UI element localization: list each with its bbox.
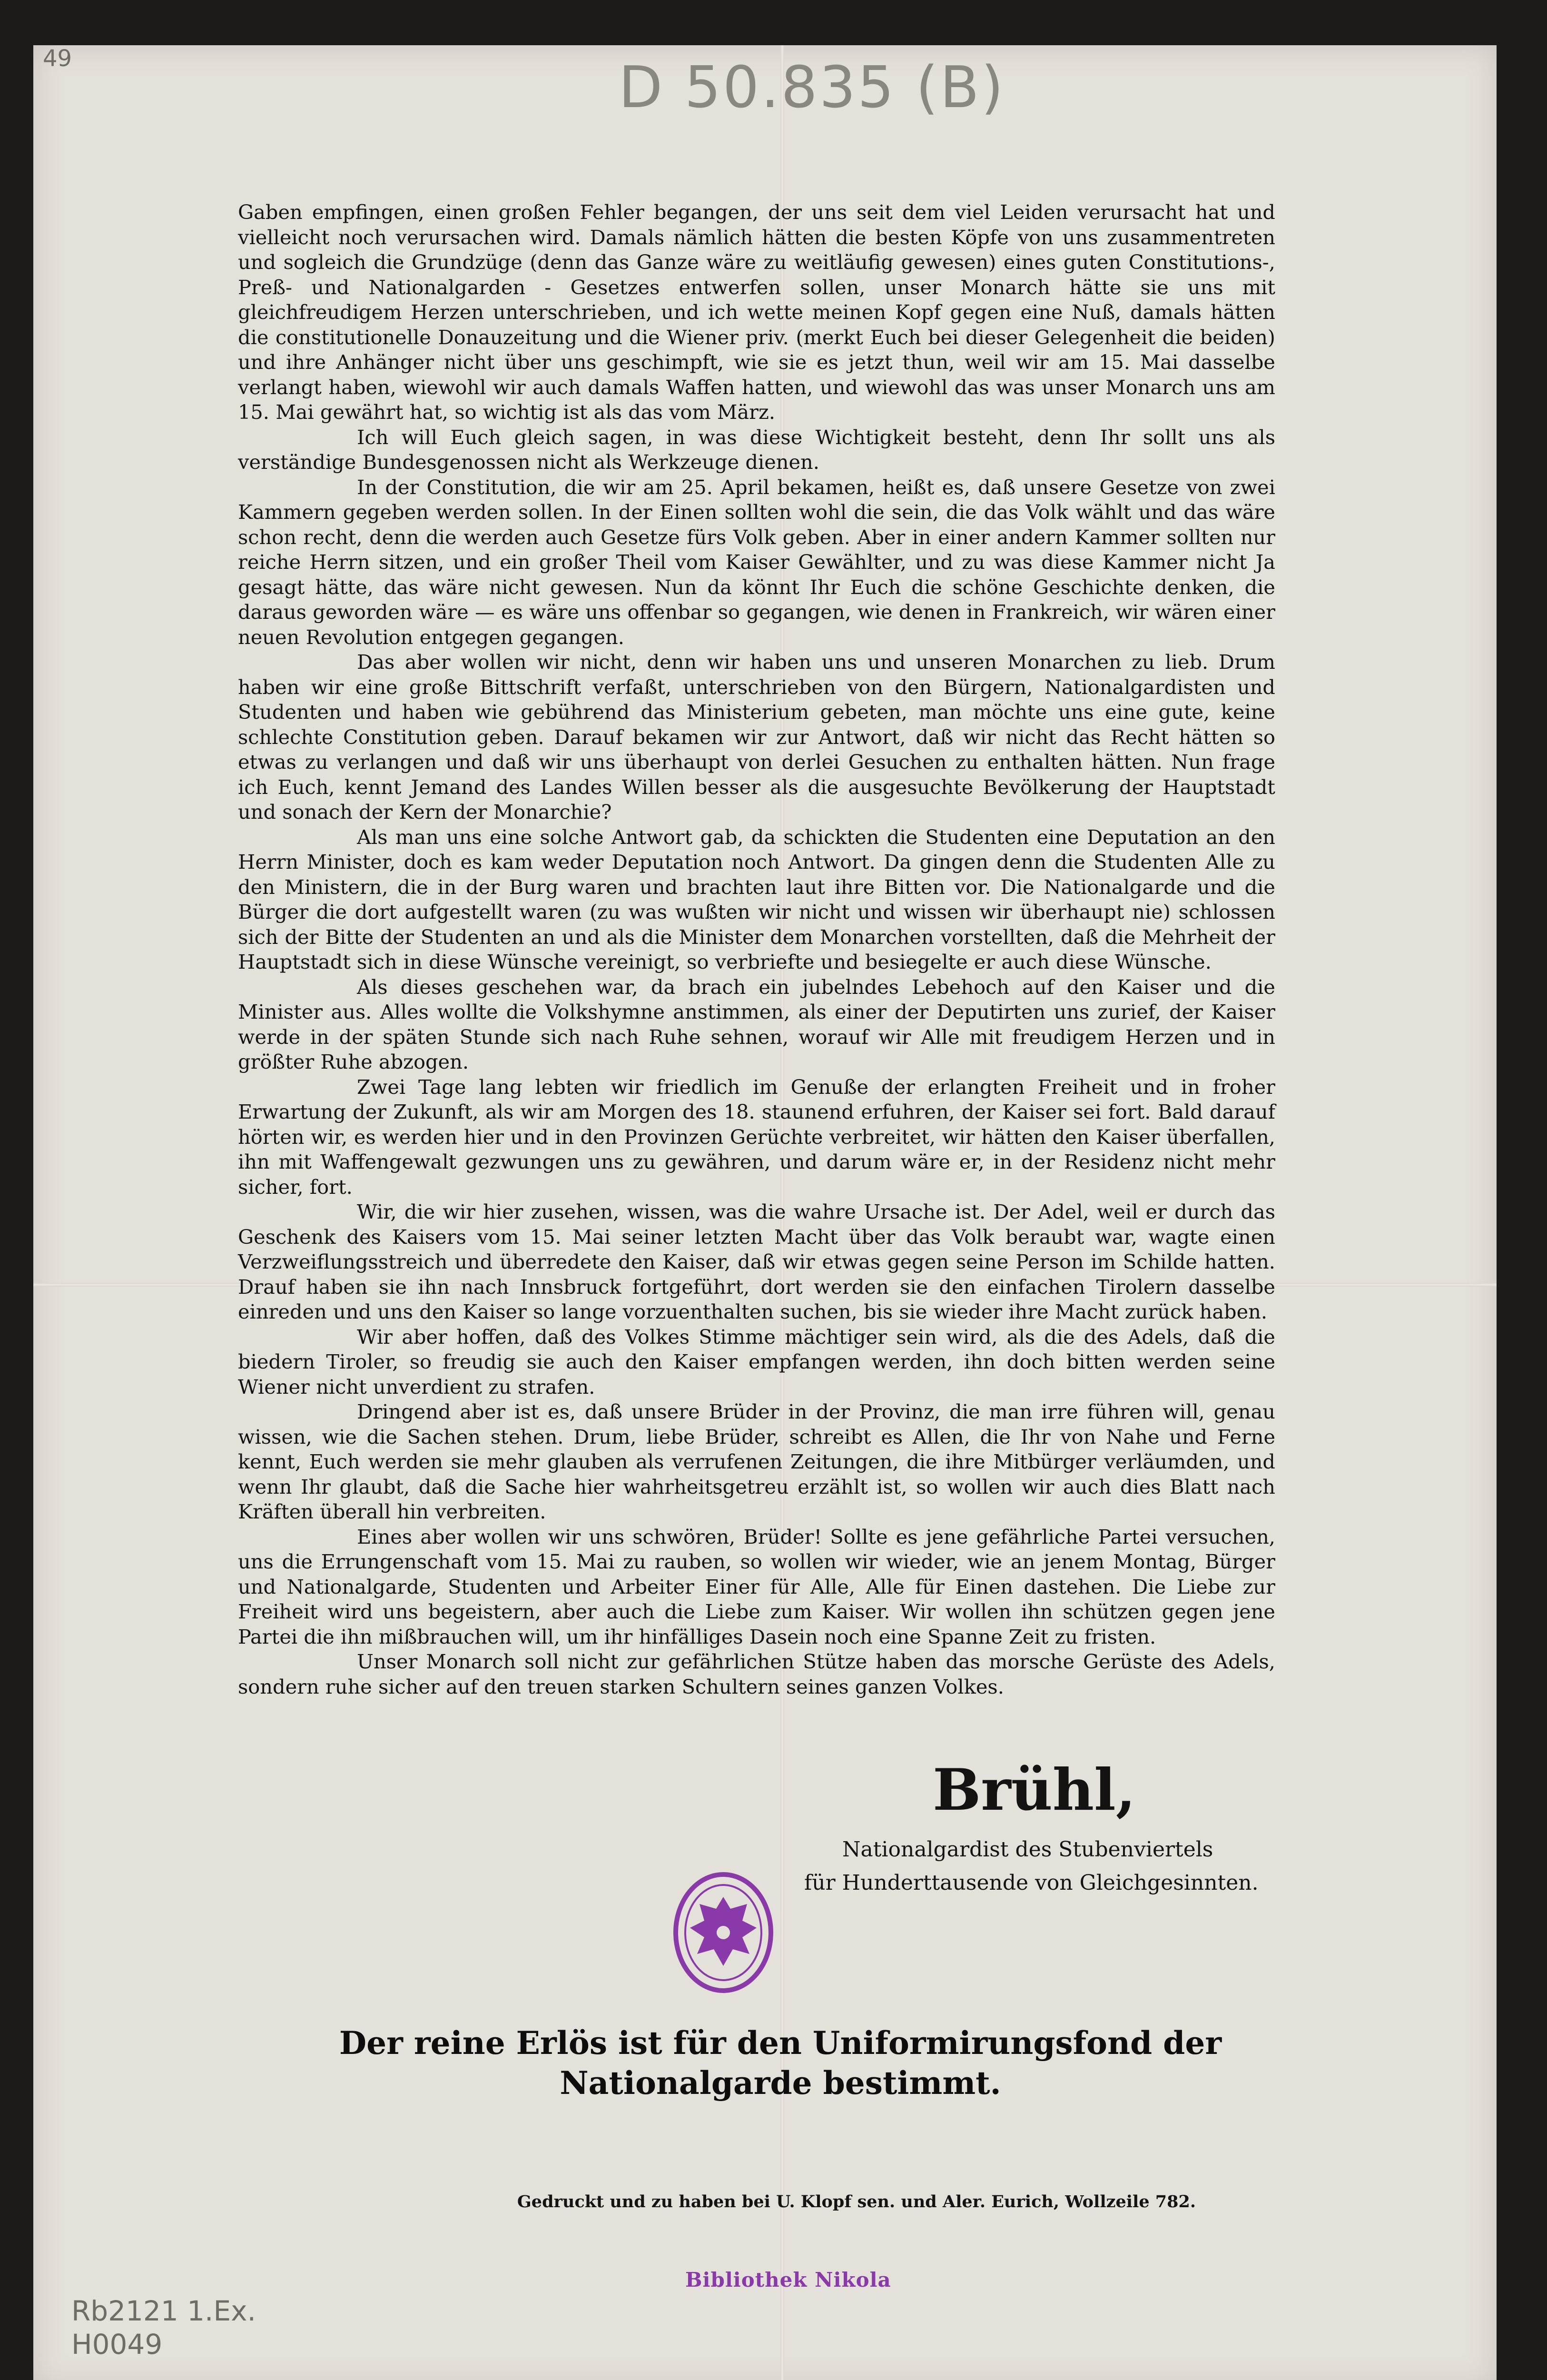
inventory-note: Rb2121 1.Ex. H0049: [71, 2295, 256, 2360]
paragraph: Unser Monarch soll nicht zur gefährlichen Stütze haben das morsche Gerüste des Adels, sondern ruhe sicher auf den treuen starken Schultern seines ganzen Volkes.: [238, 1650, 1275, 1698]
paragraph: Eines aber wollen wir uns schwören, Brüder! Sollte es jene gefährliche Partei versuchen, uns die Errungenschaft vom 15. Mai zu rauben, so wollen wir wieder, wie an jenem Montag, Bürger und Nationalgarde, Studenten und Arbeiter Einer für Alle, Alle für Einen dastehen. Die Liebe zur Freiheit wird uns begeistern, aber auch die Liebe zum Kaiser. Wir wollen ihn schützen gegen jene Partei die ihn mißbrauchen will, um ihr hinfälliges Dasein noch eine Spanne Zeit zu fristen.: [238, 1525, 1275, 1648]
paragraph: Zwei Tage lang lebten wir friedlich im Genuße der erlangten Freiheit und in froher Erwartung der Zukunft, als wir am Morgen des 18. staunend erfuhren, der Kaiser sei fort. Bald darauf hörten wir, es werden hier und in den Provinzen Gerüchte verbreitet, wir hätten den Kaiser überfallen, ihn mit Waffengewalt gezwungen uns zu gewähren, und darum wäre er, in der Residenz nicht mehr sicher, fort.: [238, 1075, 1275, 1199]
signature-name: Brühl,: [933, 1756, 1136, 1824]
paragraph: Gaben empfingen, einen großen Fehler begangen, der uns seit dem viel Leiden verursacht hat und vielleicht noch verursachen wird. Damals nämlich hätten die besten Köpfe von uns zusammentreten und sogleich die Grundzüge (denn das Ganze wäre zu weitläufig gewesen) eines guten Constitutions-, Preß- und Nationalgarden - Gesetzes entwerfen sollen, unser Monarch hätte sie uns mit gleichfreudigem Herzen unterschrieben, und ich wette meinen Kopf gegen eine Nuß, damals hätten die constitutionelle Donauzeitung und die Wiener priv. (merkt Euch bei dieser Gelegenheit die beiden) und ihre Anhänger nicht über uns geschimpft, wie sie es jetzt thun, weil wir am 15. Mai dasselbe verlangt haben, wiewohl wir auch damals Waffen hatten, und wiewohl das was unser Monarch uns am 15. Mai gewährt hat, so wichtig ist als das vom März.: [238, 200, 1275, 424]
paragraph: Das aber wollen wir nicht, denn wir haben uns und unseren Monarchen zu lieb. Drum haben wir eine große Bittschrift verfaßt, unterschrieben von den Bürgern, Nationalgardisten und Studenten und haben wie gebührend das Ministerium gebeten, man möchte uns eine gute, keine schlechte Constitution geben. Darauf bekamen wir zur Antwort, daß wir nicht das Recht hätten so etwas zu verlangen und daß wir uns überhaupt von derlei Gesuchen zu enthalten hätten. Nun frage ich Euch, kennt Jemand des Landes Willen besser als die ausgesuchte Bevölkerung der Hauptstadt und sonach der Kern der Monarchie?: [238, 650, 1275, 823]
paragraph: Wir, die wir hier zusehen, wissen, was die wahre Ursache ist. Der Adel, weil er durch das Geschenk des Kaisers vom 15. Mai seiner letzten Macht über das Volk beraubt war, wagte einen Verzweiflungsstreich und überredete den Kaiser, daß wir etwas gegen seine Person im Schilde hatten. Drauf haben sie ihn nach Innsbruck fortgeführt, dort werden sie den einfachen Tirolern dasselbe einreden und uns den Kaiser so lange vorzuenthalten suchen, bis sie wieder ihre Macht zurück haben.: [238, 1200, 1275, 1323]
proceeds-notice: Der reine Erlös ist für den Uniformirungsfond der Nationalgarde bestimmt.: [339, 2024, 1222, 2102]
page-number: 49: [43, 45, 72, 72]
paragraph: Als man uns eine solche Antwort gab, da schickten die Studenten eine Deputation an den Herrn Minister, doch es kam weder Deputation noch Antwort. Da gingen denn die Studenten Alle zu den Ministern, die in der Burg waren und brachten laut ihre Bitten vor. Die Nationalgarde und die Bürger die dort aufgestellt waren (zu was wußten wir nicht und wissen wir überhaupt nie) schlossen sich der Bitte der Studenten an und als die Minister dem Monarchen vorstellten, daß die Mehrheit der Hauptstadt sich in diese Wünsche vereinigt, so verbriefte und besiegelte er auch diese Wünsche.: [238, 825, 1275, 973]
paragraph: Dringend aber ist es, daß unsere Brüder in der Provinz, die man irre führen will, genau wissen, wie die Sachen stehen. Drum, liebe Brüder, schreibt es Allen, die Ihr von Nahe und Ferne kennt, Euch werden sie mehr glauben als verrufenen Zeitungen, die ihre Mitbürger verläumden, und wenn Ihr glaubt, daß die Sache hier wahrheitsgetreu erzählt ist, so wollen wir auch dies Blatt nach Kräften überall hin verbreiten.: [238, 1400, 1275, 1523]
library-stamp: Bibliothek Nikola: [685, 2268, 891, 2291]
shelfmark: D 50.835 (B): [619, 55, 1005, 121]
paragraph: Als dieses geschehen war, da brach ein jubelndes Lebehoch auf den Kaiser und die Minister aus. Alles wollte die Volkshymne anstimmen, als einer der Deputirten uns zurief, der Kaiser werde in der späten Stunde sich nach Ruhe sehnen, worauf wir Alle mit freudigem Herzen und in größter Ruhe abzogen.: [238, 975, 1275, 1073]
signature-line-2: für Hunderttausende von Gleichgesinnten.: [804, 1871, 1259, 1895]
printer-imprint: Gedruckt und zu haben bei U. Klopf sen. und Aler. Eurich, Wollzeile 782.: [517, 2192, 1196, 2211]
paragraph: Ich will Euch gleich sagen, in was diese Wichtigkeit besteht, denn Ihr sollt uns als verständige Bundesgenossen nicht als Werkzeuge dienen.: [238, 425, 1275, 474]
paragraph: In der Constitution, die wir am 25. April bekamen, heißt es, daß unsere Gesetze von zwei Kammern gegeben werden sollen. In der Einen sollten wohl die sein, die das Volk wählt und das wäre schon recht, denn die werden auch Gesetze fürs Volk geben. Aber in einer andern Kammer sollten nur reiche Herrn sitzen, und ein großer Theil vom Kaiser Gewählter, und zu was diese Kammer nicht Ja gesagt hätte, das wäre nicht gewesen. Nun da könnt Ihr Euch die schöne Geschichte denken, die daraus geworden wäre — es wäre uns offenbar so gegangen, wie denen in Frankreich, wir wären einer neuen Revolution entgegen gegangen.: [238, 475, 1275, 649]
signature-line-1: Nationalgardist des Stubenviertels: [842, 1837, 1213, 1862]
paragraph: Wir aber hoffen, daß des Volkes Stimme mächtiger sein wird, als die des Adels, daß die biedern Tiroler, so freudig sie auch den Kaiser empfangen werden, ihn doch bitten werden seine Wiener nicht unverdient zu strafen.: [238, 1325, 1275, 1398]
body-text: [238, 200, 1275, 1699]
eagle-stamp-icon: [671, 1871, 776, 1994]
